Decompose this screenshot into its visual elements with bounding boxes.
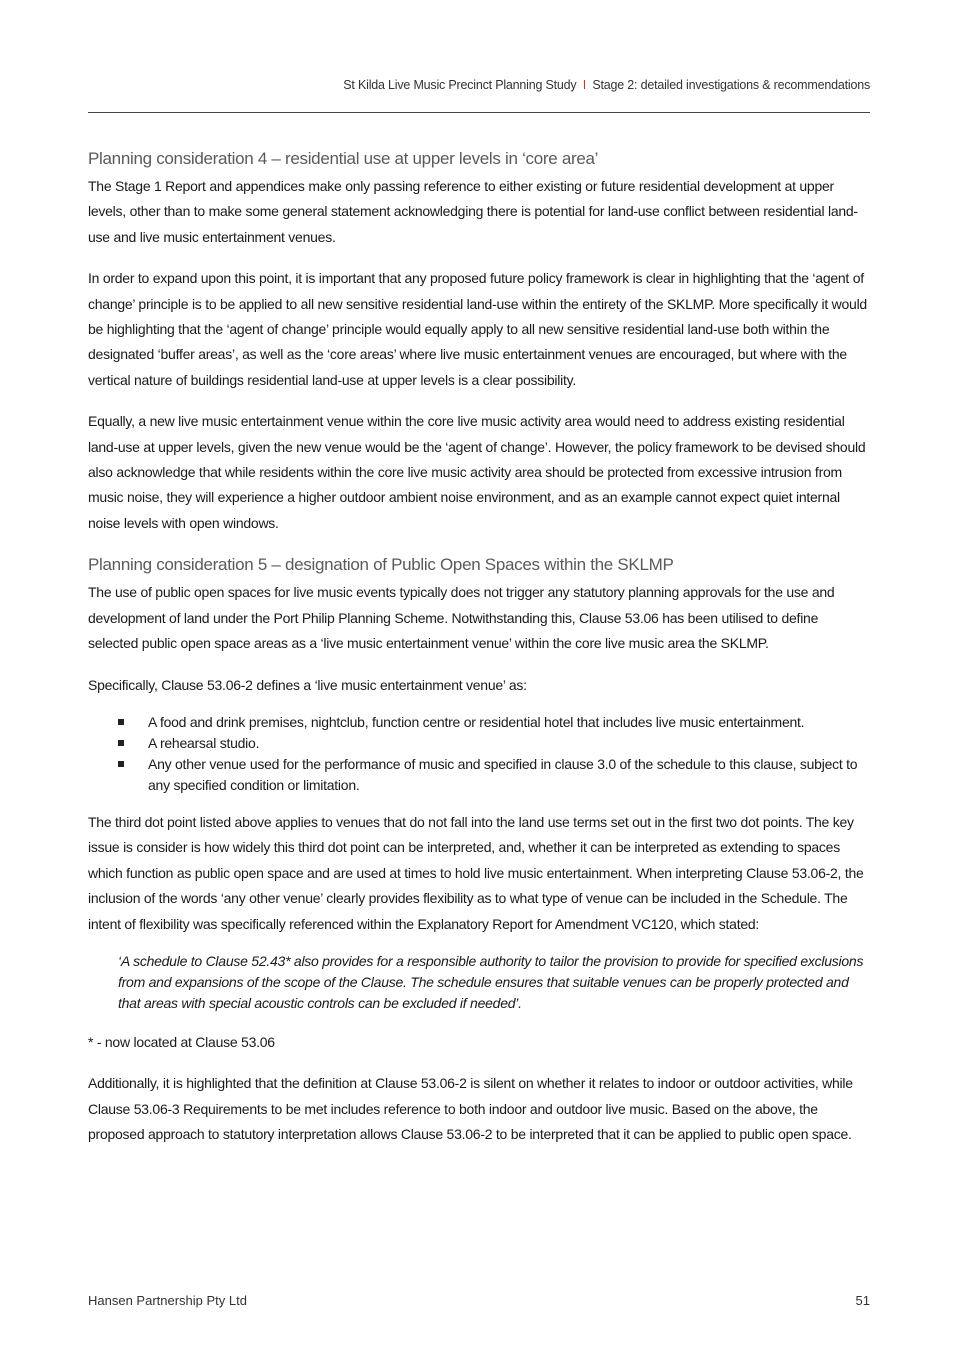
page-footer: [88, 1293, 870, 1308]
bullet-item: Any other venue used for the performance of music and specified in clause 3.0 of the schedule to this clause, subject to any specified condition or limitation.: [88, 754, 868, 796]
page-number: 51: [855, 1293, 870, 1308]
section-4-paragraph: Equally, a new live music entertainment venue within the core live music activity area would need to address existing residential land-use at upper levels, given the new venue would be the ‘agent of change’. However, the policy framework to be devised should also acknowledge that while residents within the core live music activity area should be protected from excessive intrusion from music noise, they will experience a higher outdoor ambient noise environment, and as an example cannot expect quiet internal noise levels with open windows.: [88, 413, 866, 531]
section-4-paragraph: The Stage 1 Report and appendices make only passing reference to either existing or future residential development at upper levels, other than to make some general statement acknowledging there is potential for land-use conflict between residential land-use and live music entertainment venues.: [88, 178, 858, 245]
section-5-paragraph: Specifically, Clause 53.06-2 defines a ‘live music entertainment venue’ as:: [88, 676, 527, 693]
definition-bullet-list: [88, 712, 868, 796]
header-separator: I: [582, 78, 587, 92]
section-5-paragraph: The third dot point listed above applies to venues that do not fall into the land use terms set out in the first two dot points. The key issue is consider is how widely this third dot point can be interpreted, and, whether it can be interpreted as extending to spaces which function as public open space and are used at times to hold live music entertainment. When interpreting Clause 53.06-2, the inclusion of the words ‘any other venue’ clearly provides flexibility as to what type of venue can be included in the Schedule. The intent of flexibility was specifically referenced within the Explanatory Report for Amendment VC120, which stated:: [88, 813, 864, 932]
section-4-paragraph: In order to expand upon this point, it is important that any proposed future policy framework is clear in highlighting that the ‘agent of change’ principle is to be applied to all new sensitive residential land-use within the entirety of the SKLMP. More specifically it would be highlighting that the ‘agent of change’ principle would equally apply to all new sensitive residential land-use both within the designated ‘buffer areas’, as well as the ‘core areas’ where live music entertainment venues are encouraged, but where with the vertical nature of buildings residential land-use at upper levels is a clear possibility.: [88, 270, 867, 388]
header-subtitle: Stage 2: detailed investigations & recommendations: [592, 78, 870, 92]
footnote: * - now located at Clause 53.06: [88, 1033, 275, 1050]
header-divider: [88, 112, 870, 113]
explanatory-report-quote: ‘A schedule to Clause 52.43* also provides for a responsible authority to tailor the provision to provide for specified exclusions from and expansions of the scope of the Clause. The schedule ensures that suitable venues can be properly protected and that areas with special acoustic controls can be excluded if needed’.: [118, 952, 864, 1011]
section-5-heading: Planning consideration 5 – designation of Public Open Spaces within the SKLMP: [88, 555, 674, 575]
footer-company: Hansen Partnership Pty Ltd: [88, 1293, 247, 1308]
section-5-paragraph: Additionally, it is highlighted that the definition at Clause 53.06-2 is silent on whether it relates to indoor or outdoor activities, while Clause 53.06-3 Requirements to be met includes reference to both indoor and outdoor live music. Based on the above, the proposed approach to statutory interpretation allows Clause 53.06-2 to be interpreted that it can be applied to public open space.: [88, 1075, 853, 1143]
header-title: St Kilda Live Music Precinct Planning Study: [343, 78, 577, 92]
page-header: [88, 78, 870, 92]
bullet-item: A rehearsal studio.: [88, 733, 868, 754]
bullet-item: A food and drink premises, nightclub, function centre or residential hotel that includes live music entertainment.: [88, 712, 868, 733]
section-4-heading: Planning consideration 4 – residential use at upper levels in ‘core area’: [88, 149, 599, 168]
section-5-paragraph: The use of public open spaces for live music events typically does not trigger any statutory planning approvals for the use and development of land under the Port Philip Planning Scheme. Notwithstanding this, Clause 53.06 has been utilised to define selected public open space areas as a ‘live music entertainment venue’ within the core live music area the SKLMP.: [88, 584, 835, 652]
page-body: [88, 146, 868, 1164]
